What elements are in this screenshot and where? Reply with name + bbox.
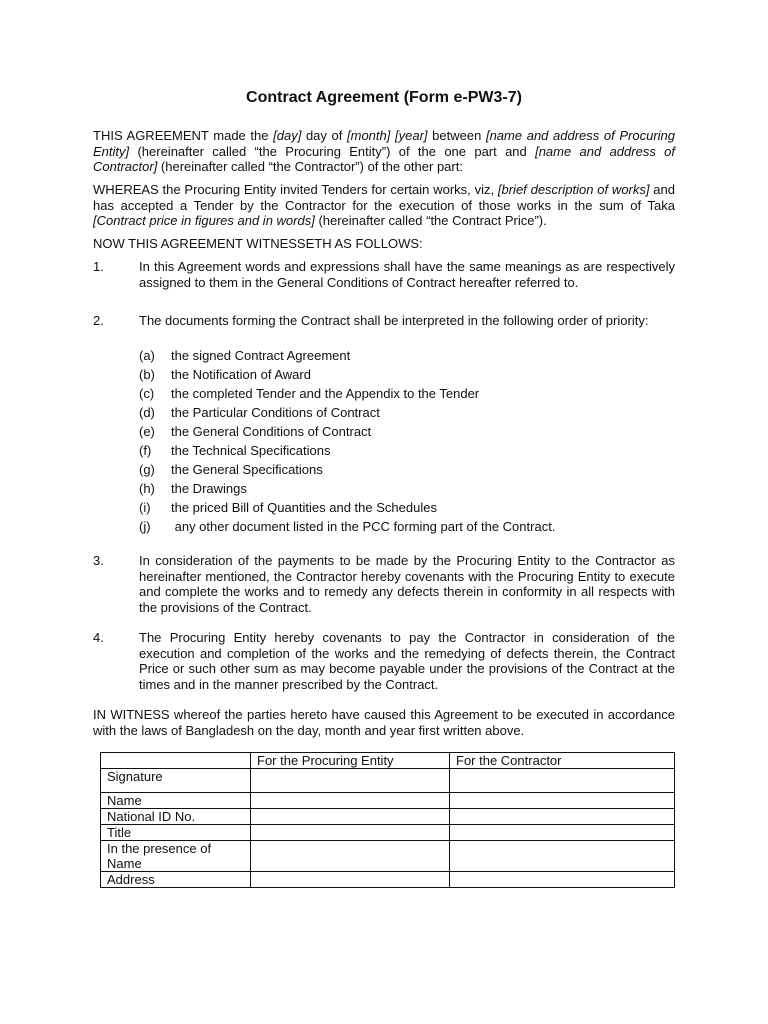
table-header-cell: For the Procuring Entity: [251, 753, 450, 769]
contractor-cell[interactable]: [450, 825, 675, 841]
sub-item-letter: (j): [139, 519, 151, 534]
table-row: [101, 769, 675, 793]
procuring-entity-cell[interactable]: [251, 825, 450, 841]
sub-item-letter: (g): [139, 462, 155, 477]
procuring-entity-cell[interactable]: [251, 769, 450, 793]
witnesseth-heading: NOW THIS AGREEMENT WITNESSETH AS FOLLOWS:: [93, 236, 423, 251]
sub-item-letter: (a): [139, 348, 155, 363]
row-label: Address: [101, 872, 251, 888]
list-item-text: In this Agreement words and expressions shall have the same meanings as are respectively assigned to them in the General Conditions of Contract hereafter referred to.: [139, 259, 675, 290]
sub-item-letter: (e): [139, 424, 155, 439]
table-row: [101, 825, 675, 841]
witness-paragraph: IN WITNESS whereof the parties hereto have caused this Agreement to be executed in accordance with the laws of Bangladesh on the day, month and year first written above.: [93, 707, 675, 738]
list-item-number: 1.: [93, 259, 104, 274]
procuring-entity-cell[interactable]: [251, 841, 450, 872]
sub-item-text: the completed Tender and the Appendix to the Tender: [171, 386, 480, 401]
sub-item-text: any other document listed in the PCC forming part of the Contract.: [171, 519, 556, 534]
sub-item-text: the Technical Specifications: [171, 443, 331, 458]
contractor-cell[interactable]: [450, 793, 675, 809]
list-item-number: 4.: [93, 630, 104, 645]
sub-item-text: the Particular Conditions of Contract: [171, 405, 380, 420]
sub-item-letter: (h): [139, 481, 155, 496]
contractor-cell[interactable]: [450, 872, 675, 888]
procuring-entity-cell[interactable]: [251, 809, 450, 825]
signature-table: [100, 752, 675, 888]
sub-item-letter: (i): [139, 500, 151, 515]
row-label: Signature: [101, 769, 251, 793]
table-header-cell: For the Contractor: [450, 753, 675, 769]
procuring-entity-cell[interactable]: [251, 793, 450, 809]
table-row: [101, 793, 675, 809]
sub-item-letter: (c): [139, 386, 155, 401]
contractor-cell[interactable]: [450, 769, 675, 793]
table-header-cell: [101, 753, 251, 769]
list-item-text: The documents forming the Contract shall be interpreted in the following order of priority:: [139, 313, 649, 328]
sub-item-text: the General Specifications: [171, 462, 323, 477]
table-row: [101, 809, 675, 825]
whereas-paragraph: WHEREAS the Procuring Entity invited Tenders for certain works, viz, [brief description of works] and has accepted a Tender by the Contractor for the execution of those works in the sum of Taka [Contract price in figures and in words] (hereinafter called “the Contract Price”).: [93, 182, 675, 228]
table-row: [101, 872, 675, 888]
agreement-intro-paragraph: THIS AGREEMENT made the [day] day of [month] [year] between [name and address of Procuring Entity] (hereinafter called “the Procuring Entity”) of the one part and [name and address of Contractor] (hereinafter called “the Contractor”) of the other part:: [93, 128, 676, 174]
row-label: Title: [101, 825, 251, 841]
sub-item-letter: (b): [139, 367, 155, 382]
row-label: Name: [101, 793, 251, 809]
sub-item-letter: (d): [139, 405, 155, 420]
page-title: Contract Agreement (Form e-PW3-7): [246, 89, 522, 106]
list-item-number: 3.: [93, 553, 104, 568]
contractor-cell[interactable]: [450, 841, 675, 872]
row-label: In the presence of Name: [101, 841, 251, 872]
sub-item-text: the Notification of Award: [171, 367, 311, 382]
table-row: [101, 841, 675, 872]
contractor-cell[interactable]: [450, 809, 675, 825]
list-item-text: In consideration of the payments to be made by the Procuring Entity to the Contractor as hereinafter mentioned, the Contractor hereby covenants with the Procuring Entity to execute and complete the works and to remedy any defects therein in conformity in all respects with the provisions of the Contract.: [139, 553, 675, 615]
sub-item-text: the General Conditions of Contract: [171, 424, 372, 439]
table-header-row: [101, 753, 675, 769]
procuring-entity-cell[interactable]: [251, 872, 450, 888]
sub-item-text: the signed Contract Agreement: [171, 348, 351, 363]
sub-item-letter: (f): [139, 443, 152, 458]
row-label: National ID No.: [101, 809, 251, 825]
list-item-number: 2.: [93, 313, 104, 328]
list-item-text: The Procuring Entity hereby covenants to pay the Contractor in consideration of the execution and completion of the works and the remedying of defects therein, the Contract Price or such other sum as may become payable under the provisions of the Contract at the times and in the manner prescribed by the Contract.: [139, 630, 675, 692]
sub-item-text: the Drawings: [171, 481, 247, 496]
sub-item-text: the priced Bill of Quantities and the Schedules: [171, 500, 437, 515]
